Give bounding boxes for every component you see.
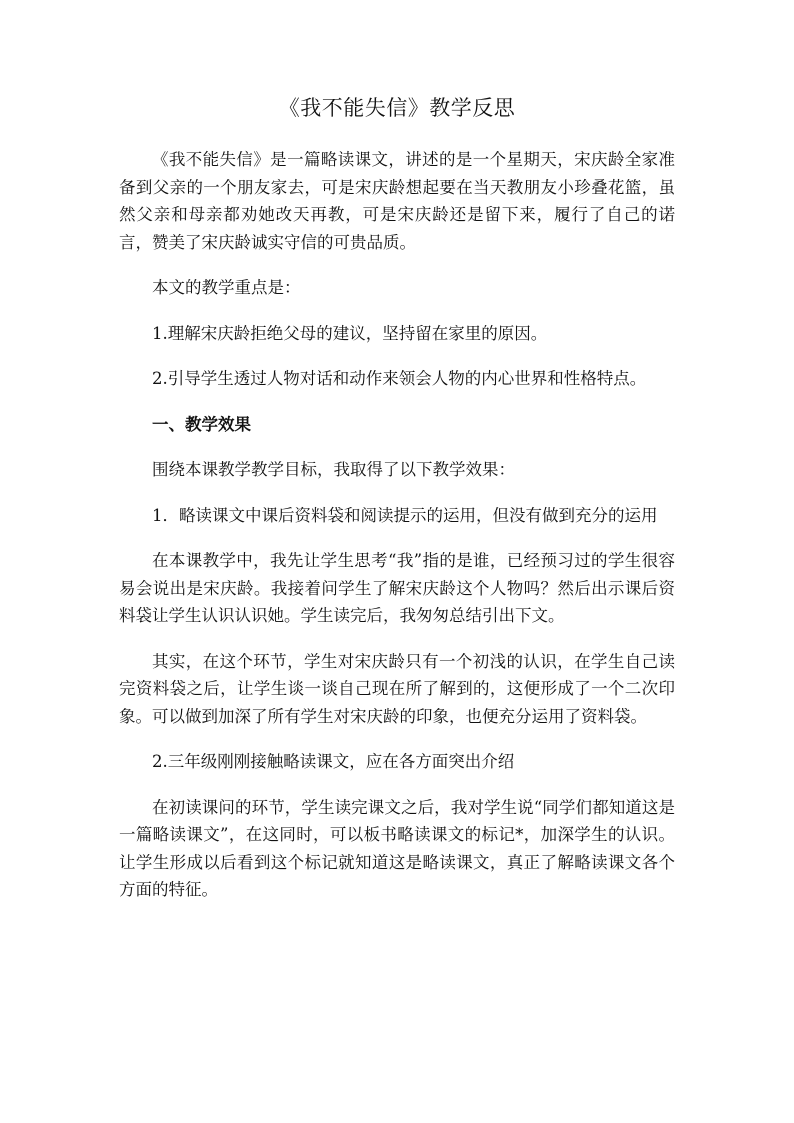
effect-intro-paragraph: 围绕本课教学教学目标，我取得了以下教学效果： [152, 460, 515, 479]
teaching-focus-item-2: 2.引导学生透过人物对话和动作来领会人物的内心世界和性格特点。 [152, 369, 647, 388]
effect-point-2-detail: 在初读课问的环节，学生读完课文之后，我对学生说“同学们都知道这是一篇略读课文”，在这同时，可以板书略读课文的标记*，加深学生的认识。让学生形成以后看到这个标记就知道这是略读课文，真正了解略读课文各个方面的特征。 [119, 797, 675, 899]
effect-point-2: 2.三年级刚刚接触略读课文，应在各方面突出介绍 [152, 752, 515, 771]
effect-point-1: 1．略读课文中课后资料袋和阅读提示的运用，但没有做到充分的运用 [152, 505, 658, 525]
document-body [119, 92, 675, 922]
intro-paragraph: 《我不能失信》是一篇略读课文，讲述的是一个星期天，宋庆龄全家准备到父亲的一个朋友家去，可是宋庆龄想起要在当天教朋友小珍叠花篮，虽然父亲和母亲都劝她改天再教，可是宋庆龄还是留下来，履行了自己的诺言，赞美了宋庆龄诚实守信的可贵品质。 [119, 150, 675, 252]
effect-point-1-reflection: 其实，在这个环节，学生对宋庆龄只有一个初浅的认识，在学生自己读完资料袋之后，让学生谈一谈自己现在所了解到的，这便形成了一个二次印象。可以做到加深了所有学生对宋庆龄的印象，也便充分运用了资料袋。 [119, 651, 675, 726]
effect-point-1-detail: 在本课教学中，我先让学生思考“我”指的是谁，已经预习过的学生很容易会说出是宋庆龄。我接着问学生了解宋庆龄这个人物吗？然后出示课后资料袋让学生认识认识她。学生读完后，我匆匆总结引出下文。 [119, 551, 675, 625]
document-title: 《我不能失信》教学反思 [278, 96, 516, 120]
teaching-focus-item-1: 1.理解宋庆龄拒绝父母的建议，坚持留在家里的原因。 [152, 323, 548, 343]
teaching-focus-label: 本文的教学重点是： [152, 278, 301, 297]
section-heading-teaching-effect: 一、教学效果 [152, 414, 251, 434]
